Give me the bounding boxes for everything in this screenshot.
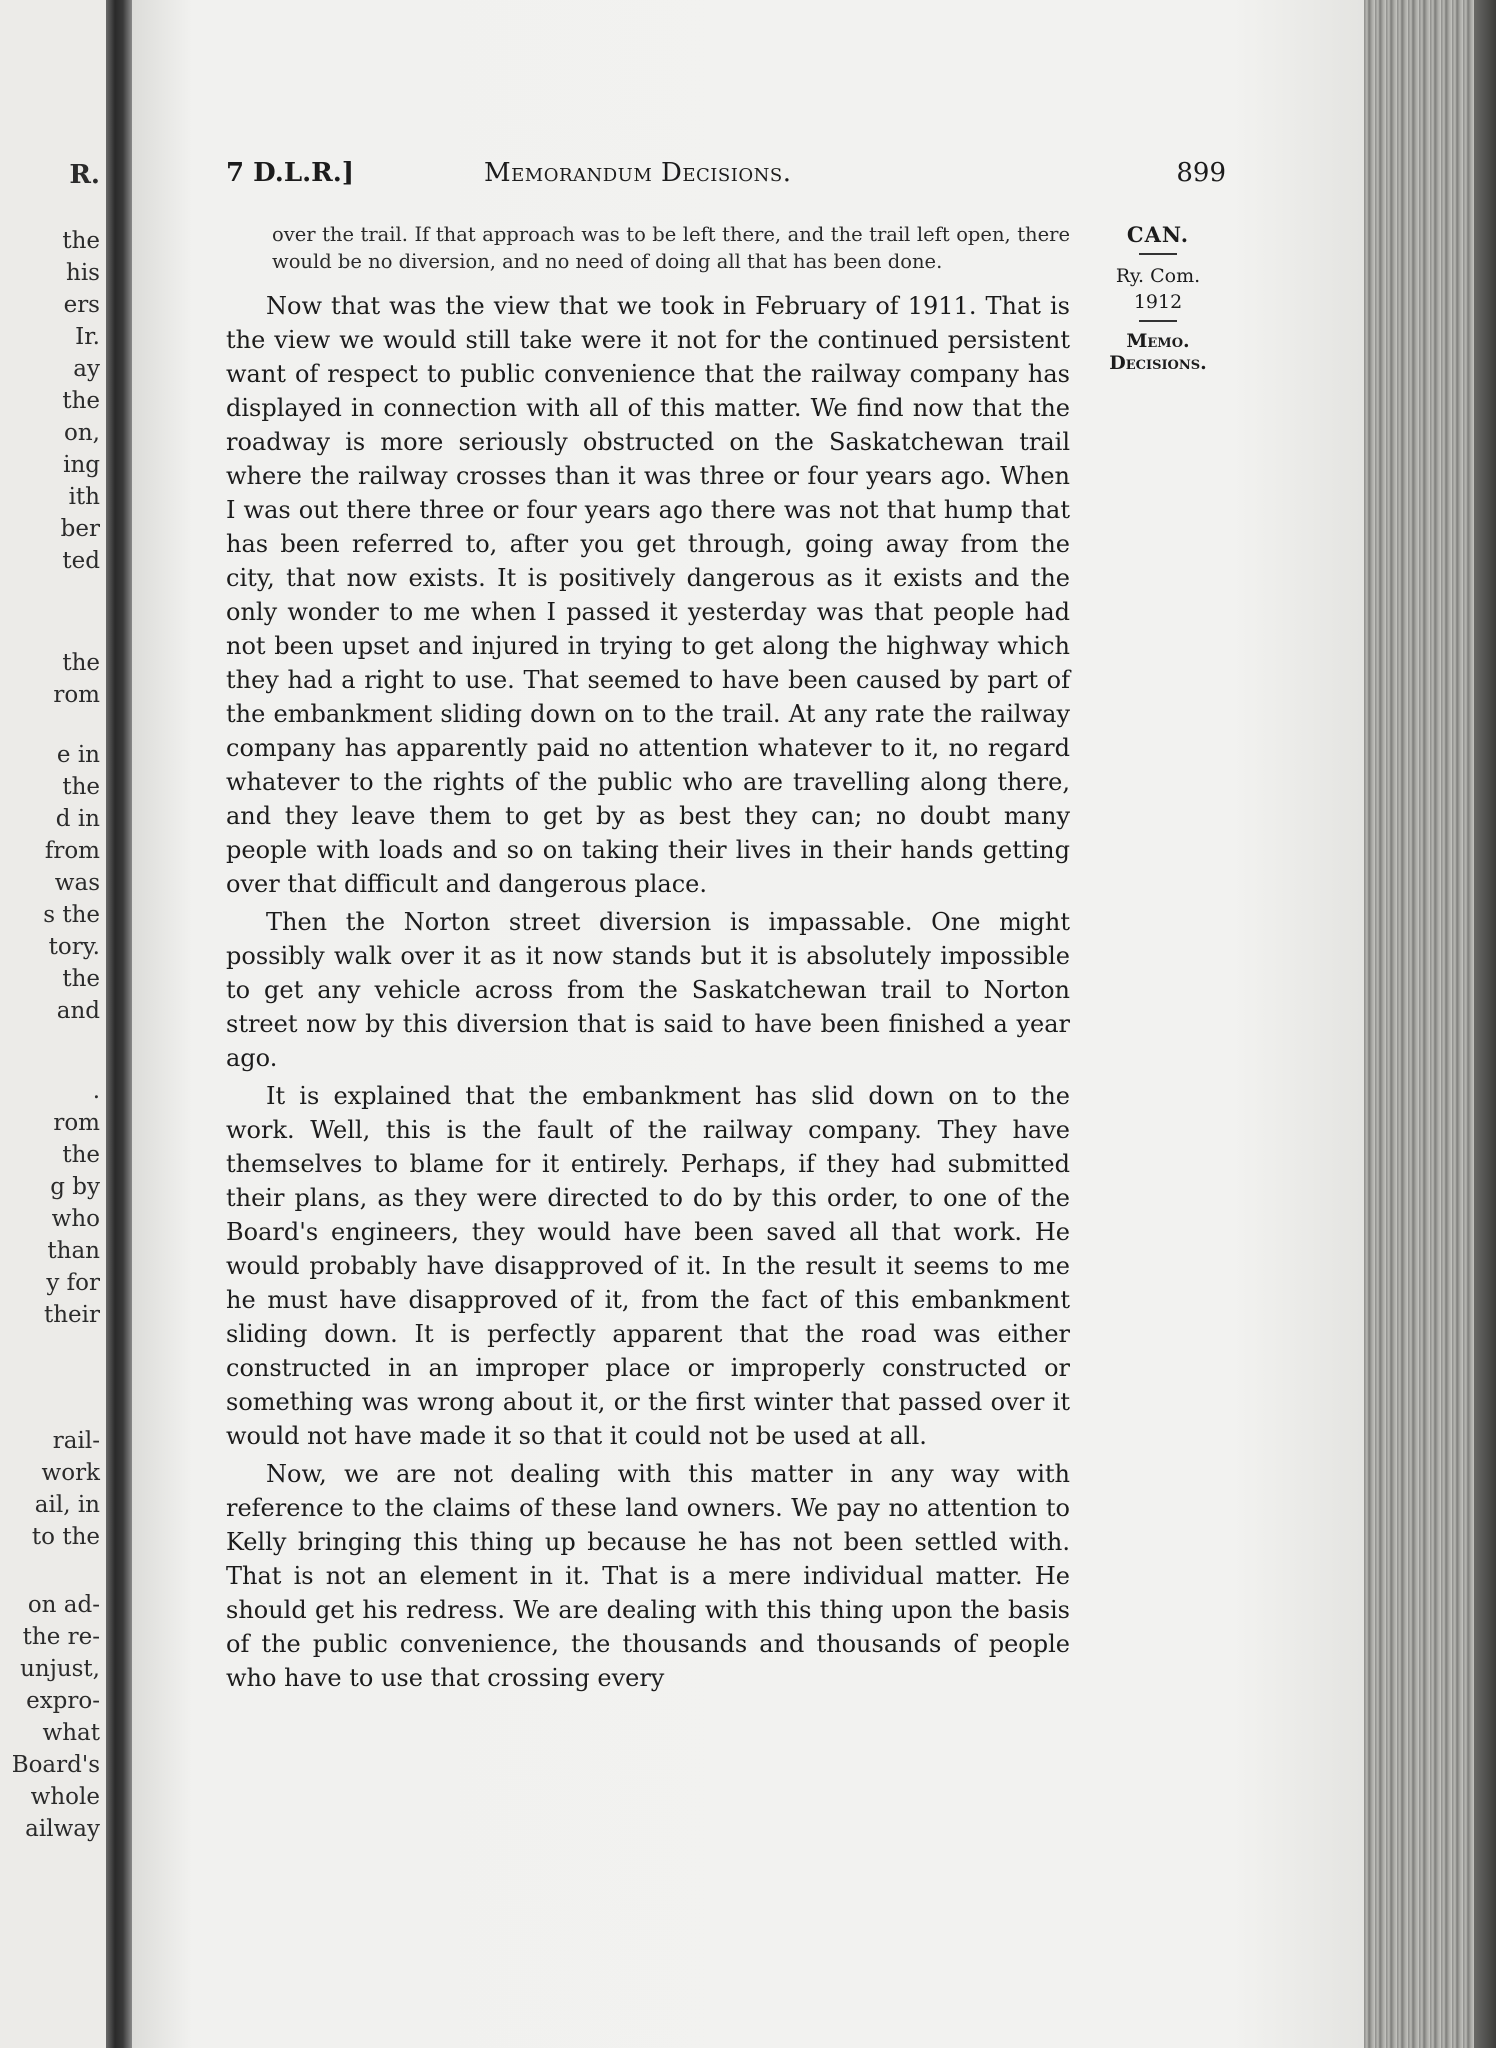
facing-page-fragment: ber [60, 516, 100, 542]
facing-page-fragment: ay [73, 356, 100, 382]
facing-page-fragment: rail- [52, 1428, 100, 1454]
facing-page-fragment: the [62, 388, 100, 414]
topic-line-2: Decisions. [1109, 352, 1207, 374]
facing-page-fragment: Board's [11, 1752, 100, 1778]
facing-page-fragment: ted [62, 548, 100, 574]
block-quote: over the trail. If that approach was to be left there, and the trail left open, there would be no diversion, and no need of doing all that has been done. [272, 223, 1070, 273]
facing-page-fragment: Ir. [75, 324, 100, 350]
running-head [226, 158, 1226, 194]
facing-page-fragment: than [47, 1238, 100, 1264]
facing-page-fragment: was [54, 870, 100, 896]
margin-note [1088, 222, 1228, 374]
facing-page-fragment: s the [43, 902, 100, 928]
volume-reference: 7 D.L.R.] [226, 158, 355, 188]
facing-page-fragment: ers [63, 292, 100, 318]
facing-page-fragment: rom [53, 1110, 100, 1136]
court-label: Ry. Com. [1115, 265, 1201, 287]
facing-page-fragment: what [42, 1720, 100, 1746]
year-label: 1912 [1133, 291, 1183, 313]
facing-page-fragment: the [62, 774, 100, 800]
facing-page-fragment: from [44, 838, 100, 864]
page-number: 899 [1176, 158, 1226, 188]
facing-page-fragment: R. [69, 160, 100, 190]
divider [1139, 253, 1177, 255]
paragraph: Then the Norton street diversion is impassable. One might possibly walk over it as it now stands but it is absolutely impossible to get any vehicle across from the Saskatchewan trail to Norton street now by this diversion that is said to have been finished a year ago. [226, 908, 1070, 1072]
paragraph: It is explained that the embankment has slid down on to the work. Well, this is the fault of the railway company. They have themselves to blame for it entirely. Perhaps, if they had submitted their plans, as they were directed to do by this order, to one of the Board's engineers, they would have been saved all that work. He would probably have disapproved of it. In the result it seems to me he must have disapproved of it, from the fact of this embankment sliding down. It is perfectly apparent that the road was either constructed in an improper place or improperly constructed or something was wrong about it, or the first winter that passed over it would not have made it so that it could not be used at all. [226, 1082, 1070, 1450]
page-edges [1364, 0, 1496, 2048]
facing-page-fragment: whole [30, 1784, 100, 1810]
facing-page-fragment: ail, in [34, 1492, 100, 1518]
facing-page-fragment: the [62, 1142, 100, 1168]
paragraph: Now that was the view that we took in February of 1911. That is the view we would still take were it not for the continued persistent want of respect to public convenience that the railway company has displayed in connection with all of this matter. We find now that the roadway is more seriously obstructed on the Saskatchewan trail where the railway crosses than it was three or four years ago. When I was out there three or four years ago there was not that hump that has been referred to, after you get through, going away from the city, that now exists. It is positively dangerous as it exists and the only wonder to me when I passed it yesterday was that people had not been upset and injured in trying to get along the highway which they had a right to use. That seemed to have been caused by part of the embankment sliding down on to the trail. At any rate the railway company has apparently paid no attention whatever to it, no regard whatever to the rights of the public who are travelling along there, and they leave them to get by as best they can; no doubt many people with loads and so on taking their lives in their hands getting over that difficult and dangerous place. [226, 292, 1070, 898]
facing-page-fragment: the re- [22, 1624, 100, 1650]
facing-page-fragment: . [92, 1078, 100, 1104]
facing-page-fragment: e in [56, 742, 100, 768]
facing-page-fragment: his [66, 260, 100, 286]
facing-page-fragment: g by [50, 1174, 100, 1200]
facing-page-fragment: on, [64, 420, 100, 446]
facing-page-fragment: who [51, 1206, 100, 1232]
facing-page-fragment: tory. [48, 934, 100, 960]
facing-page-fragment: on ad- [27, 1592, 100, 1618]
paragraph: Now, we are not dealing with this matter in any way with reference to the claims of these land owners. We pay no attention to Kelly bringing this thing up because he has not been settled with. That is not an element in it. That is a mere individual matter. He should get his redress. We are dealing with this thing upon the basis of the public convenience, the thousands and thousands of people who have to use that crossing every [226, 1460, 1070, 1692]
facing-page-fragment: expro- [26, 1688, 100, 1714]
divider [1139, 320, 1177, 322]
facing-page-fragment: the [62, 228, 100, 254]
facing-page-fragment: the [62, 650, 100, 676]
facing-page-fragment: ith [68, 484, 100, 510]
book-gutter [106, 0, 132, 2048]
facing-page-fragment: y for [46, 1270, 100, 1296]
facing-page-fragment: to the [31, 1524, 100, 1550]
facing-page-fragment: unjust, [20, 1656, 100, 1682]
facing-page-fragment: and [56, 998, 100, 1024]
topic-line-1: Memo. [1126, 330, 1190, 352]
facing-page-fragment: rom [53, 682, 100, 708]
jurisdiction-label: CAN. [1126, 222, 1190, 247]
facing-page-fragment: d in [55, 806, 100, 832]
body-text [226, 222, 1070, 1695]
facing-page-fragment: ing [63, 452, 100, 478]
facing-page-fragment: ailway [25, 1816, 100, 1842]
facing-page-fragment: the [62, 966, 100, 992]
facing-page-fragment: their [43, 1302, 100, 1328]
facing-page-fragment: work [41, 1460, 100, 1486]
running-title: Memorandum Decisions. [484, 158, 792, 188]
